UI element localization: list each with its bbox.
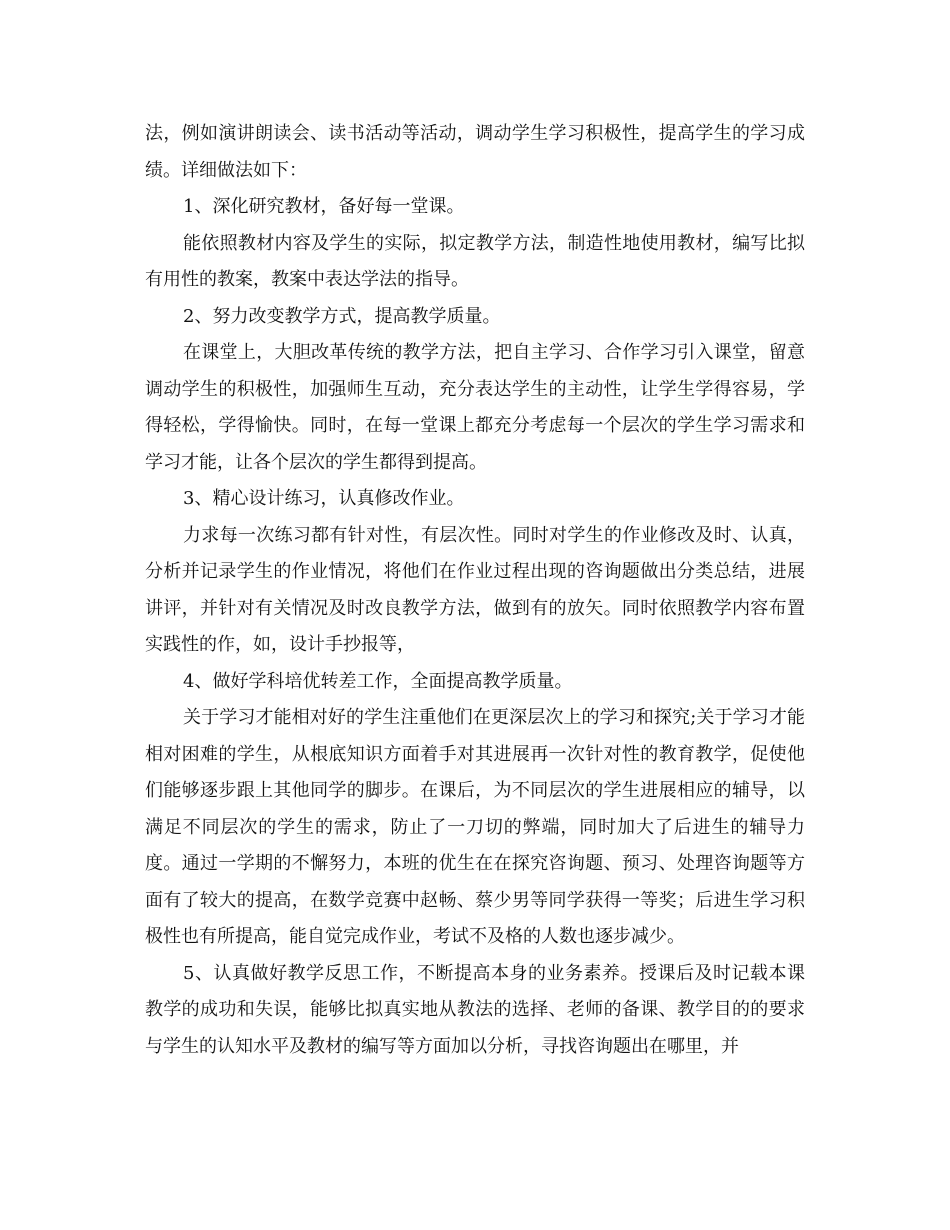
paragraph-continuation: 法，例如演讲朗读会、读书活动等活动，调动学生学习积极性，提高学生的学习成绩。详细做法如下： bbox=[145, 123, 805, 181]
heading-item-3: 3、精心设计练习，认真修改作业。 bbox=[183, 488, 465, 509]
heading-item-1: 1、深化研究教材，备好每一堂课。 bbox=[183, 196, 465, 217]
paragraph-item-1: 能依照教材内容及学生的实际，拟定教学方法，制造性地使用教材，编写比拟有用性的教案，教案中表达学法的指导。 bbox=[145, 232, 805, 290]
paragraph-item-2: 在课堂上，大胆改革传统的教学方法，把自主学习、合作学习引入课堂，留意调动学生的积极性，加强师生互动，充分表达学生的主动性，让学生学得容易，学得轻松，学得愉快。同时，在每一堂课上都充分考虑每一个层次的学生学习需求和学习才能，让各个层次的学生都得到提高。 bbox=[145, 342, 805, 473]
heading-item-2: 2、努力改变教学方式，提高教学质量。 bbox=[183, 305, 501, 327]
paragraph-item-3: 力求每一次练习都有针对性，有层次性。同时对学生的作业修改及时、认真，分析并记录学生的作业情况，将他们在作业过程出现的咨询题做出分类总结，进展讲评，并针对有关情况及时改良教学方法，做到有的放矢。同时依照教学内容布置实践性的作，如，设计手抄报等， bbox=[145, 524, 805, 655]
document-body bbox=[145, 116, 805, 1065]
paragraph-item-5: 5、认真做好教学反思工作，不断提高本身的业务素养。授课后及时记载本课教学的成功和失误，能够比拟真实地从教法的选择、老师的备课、教学目的的要求与学生的认知水平及教材的编写等方面加以分析，寻找咨询题出在哪里，并 bbox=[145, 962, 805, 1057]
paragraph-item-4: 关于学习才能相对好的学生注重他们在更深层次上的学习和探究;关于学习才能相对困难的学生，从根底知识方面着手对其进展再一次针对性的教育教学，促使他们能够逐步跟上其他同学的脚步。在课后，为不同层次的学生进展相应的辅导，以满足不同层次的学生的需求，防止了一刀切的弊端，同时加大了后进生的辅导力度。通过一学期的不懈努力，本班的优生在在探究咨询题、预习、处理咨询题等方面有了较大的提高，在数学竞赛中赵畅、蔡少男等同学获得一等奖；后进生学习积极性也有所提高，能自觉完成作业，考试不及格的人数也逐步减少。 bbox=[145, 707, 805, 947]
heading-item-4: 4、做好学科培优转差工作，全面提高教学质量。 bbox=[183, 670, 573, 692]
